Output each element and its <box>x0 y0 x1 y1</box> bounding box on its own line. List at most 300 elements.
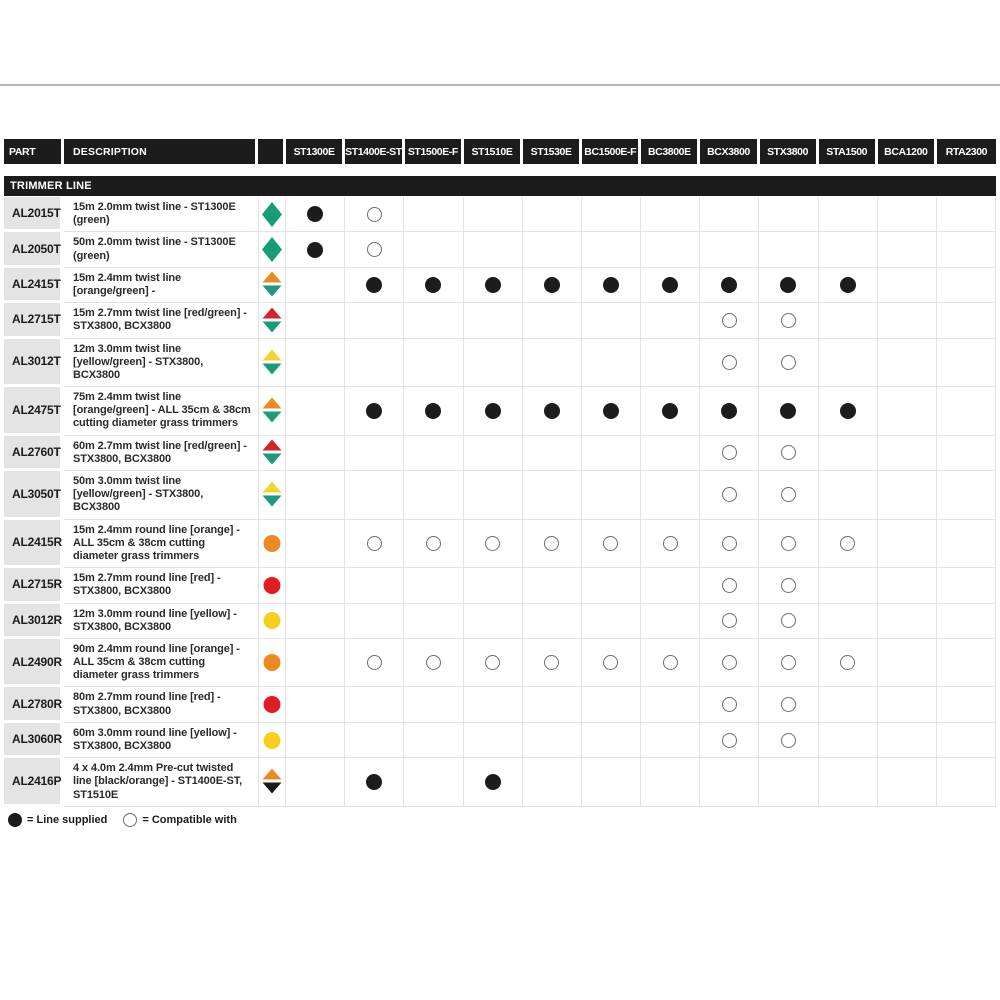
compatible-dot <box>840 655 855 670</box>
compat-cell-BCA1200 <box>878 268 937 303</box>
legend <box>8 813 237 827</box>
compat-cell-ST1530E <box>523 604 582 639</box>
compat-cell-STX3800 <box>759 303 818 338</box>
compat-cell-BC3800E <box>641 604 700 639</box>
icon-cell <box>258 520 286 569</box>
line-supplied-dot <box>425 403 441 419</box>
compat-cell-STX3800 <box>759 604 818 639</box>
compat-cell-BC1500E-F <box>582 303 641 338</box>
description-cell: 75m 2.4mm twist line [orange/green] - ALL 35cm & 38cm cutting diameter grass trimmers <box>64 387 258 436</box>
compat-cell-RTA2300 <box>937 687 996 722</box>
line-supplied-dot <box>307 206 323 222</box>
compat-cell-BC3800E <box>641 303 700 338</box>
compat-cell-BCA1200 <box>878 436 937 471</box>
part-cell: AL3012R <box>4 604 64 639</box>
compat-cell-BCA1200 <box>878 232 937 267</box>
compat-cell-ST1500E-F <box>404 604 463 639</box>
compatible-dot <box>781 578 796 593</box>
compat-cell-ST1510E <box>464 687 523 722</box>
icon-cell <box>258 758 286 807</box>
description-cell: 60m 2.7mm twist line [red/green] - STX3800, BCX3800 <box>64 436 258 471</box>
line-supplied-dot <box>662 277 678 293</box>
compat-cell-BC1500E-F <box>582 197 641 232</box>
table-body <box>4 197 996 807</box>
compat-cell-STA1500 <box>819 197 878 232</box>
compat-cell-STX3800 <box>759 436 818 471</box>
line-supplied-dot <box>485 774 501 790</box>
compat-cell-RTA2300 <box>937 723 996 758</box>
compat-cell-ST1400E-ST <box>345 339 404 388</box>
table-row-AL2050T <box>4 232 996 267</box>
part-cell: AL2490R <box>4 639 64 688</box>
compat-cell-BCX3800 <box>700 568 759 603</box>
compatible-dot <box>367 242 382 257</box>
compat-cell-BCX3800 <box>700 639 759 688</box>
compat-cell-BC3800E <box>641 232 700 267</box>
part-cell: AL3012T <box>4 339 64 388</box>
compat-cell-BCA1200 <box>878 687 937 722</box>
compat-cell-STX3800 <box>759 197 818 232</box>
line-supplied-dot <box>662 403 678 419</box>
column-header-BC3800E: BC3800E <box>641 139 700 164</box>
compat-cell-BCA1200 <box>878 303 937 338</box>
description-cell: 50m 2.0mm twist line - ST1300E (green) <box>64 232 258 267</box>
compat-cell-STX3800 <box>759 232 818 267</box>
line-supplied-dot <box>425 277 441 293</box>
table-row-AL3012T <box>4 339 996 388</box>
circle-icon <box>261 530 283 557</box>
compat-cell-ST1510E <box>464 303 523 338</box>
column-header-ST1510E: ST1510E <box>464 139 523 164</box>
compat-cell-BC1500E-F <box>582 436 641 471</box>
description-cell: 90m 2.4mm round line [orange] - ALL 35cm & 38cm cutting diameter grass trimmers <box>64 639 258 688</box>
compat-cell-RTA2300 <box>937 639 996 688</box>
compat-cell-ST1400E-ST <box>345 471 404 520</box>
compat-cell-ST1510E <box>464 604 523 639</box>
compat-cell-ST1530E <box>523 568 582 603</box>
compat-cell-BCX3800 <box>700 758 759 807</box>
compat-cell-BCA1200 <box>878 471 937 520</box>
compat-cell-BCX3800 <box>700 197 759 232</box>
icon-cell <box>258 197 286 232</box>
compat-cell-STA1500 <box>819 232 878 267</box>
compatible-dot <box>722 487 737 502</box>
icon-cell <box>258 303 286 338</box>
compatible-dot <box>663 536 678 551</box>
description-cell: 50m 3.0mm twist line [yellow/green] - STX3800, BCX3800 <box>64 471 258 520</box>
circle-icon <box>261 607 283 634</box>
compatibility-table <box>4 139 996 807</box>
compat-cell-ST1400E-ST <box>345 268 404 303</box>
compat-cell-ST1500E-F <box>404 268 463 303</box>
compat-cell-BCA1200 <box>878 520 937 569</box>
compat-cell-ST1500E-F <box>404 639 463 688</box>
compat-cell-BC3800E <box>641 758 700 807</box>
compatible-dot <box>781 536 796 551</box>
compat-cell-ST1530E <box>523 268 582 303</box>
split-diamond-icon <box>261 481 283 508</box>
compat-cell-ST1530E <box>523 758 582 807</box>
compatible-dot <box>603 536 618 551</box>
compat-cell-ST1400E-ST <box>345 723 404 758</box>
compat-cell-STA1500 <box>819 268 878 303</box>
compat-cell-ST1300E <box>286 471 345 520</box>
legend-item-compatible <box>123 813 236 827</box>
compat-cell-ST1400E-ST <box>345 604 404 639</box>
filled-dot-icon <box>8 813 22 827</box>
description-cell: 12m 3.0mm round line [yellow] - STX3800, BCX3800 <box>64 604 258 639</box>
compatible-dot <box>722 536 737 551</box>
compat-cell-RTA2300 <box>937 568 996 603</box>
compat-cell-ST1400E-ST <box>345 568 404 603</box>
compat-cell-ST1300E <box>286 387 345 436</box>
compat-cell-BC1500E-F <box>582 339 641 388</box>
compat-cell-STA1500 <box>819 639 878 688</box>
compat-cell-ST1500E-F <box>404 758 463 807</box>
compat-cell-ST1510E <box>464 520 523 569</box>
compat-cell-ST1530E <box>523 197 582 232</box>
compat-cell-STA1500 <box>819 758 878 807</box>
compat-cell-BC3800E <box>641 197 700 232</box>
compatible-dot <box>426 655 441 670</box>
table-row-AL2760T <box>4 436 996 471</box>
compatible-dot <box>722 613 737 628</box>
compat-cell-BCX3800 <box>700 232 759 267</box>
split-diamond-icon <box>261 349 283 376</box>
compat-cell-ST1510E <box>464 268 523 303</box>
compat-cell-RTA2300 <box>937 232 996 267</box>
icon-cell <box>258 436 286 471</box>
compat-cell-BC3800E <box>641 723 700 758</box>
part-cell: AL2475T <box>4 387 64 436</box>
compat-cell-ST1500E-F <box>404 723 463 758</box>
compatible-dot <box>603 655 618 670</box>
compat-cell-STX3800 <box>759 339 818 388</box>
compat-cell-STX3800 <box>759 758 818 807</box>
description-cell: 15m 2.0mm twist line - ST1300E (green) <box>64 197 258 232</box>
column-header-STA1500: STA1500 <box>819 139 878 164</box>
compat-cell-ST1530E <box>523 232 582 267</box>
compatible-dot <box>781 445 796 460</box>
column-header-BCX3800: BCX3800 <box>700 139 759 164</box>
compat-cell-BCA1200 <box>878 639 937 688</box>
compat-cell-ST1530E <box>523 387 582 436</box>
compat-cell-BCA1200 <box>878 758 937 807</box>
open-dot-icon <box>123 813 137 827</box>
compatible-dot <box>781 487 796 502</box>
compat-cell-BC1500E-F <box>582 687 641 722</box>
compatible-dot <box>722 355 737 370</box>
compat-cell-BCX3800 <box>700 687 759 722</box>
compat-cell-ST1510E <box>464 339 523 388</box>
compat-cell-ST1300E <box>286 568 345 603</box>
compat-cell-BCX3800 <box>700 268 759 303</box>
compat-cell-ST1400E-ST <box>345 639 404 688</box>
compat-cell-BC1500E-F <box>582 471 641 520</box>
compat-cell-STX3800 <box>759 639 818 688</box>
compat-cell-ST1500E-F <box>404 303 463 338</box>
compat-cell-ST1300E <box>286 639 345 688</box>
compat-cell-BC3800E <box>641 387 700 436</box>
description-cell: 60m 3.0mm round line [yellow] - STX3800, BCX3800 <box>64 723 258 758</box>
part-cell: AL2416P <box>4 758 64 807</box>
line-supplied-dot <box>544 277 560 293</box>
description-cell: 4 x 4.0m 2.4mm Pre-cut twisted line [black/orange] - ST1400E-ST, ST1510E <box>64 758 258 807</box>
icon-cell <box>258 639 286 688</box>
compatible-dot <box>722 445 737 460</box>
table-row-AL2780R <box>4 687 996 722</box>
compat-cell-BC3800E <box>641 268 700 303</box>
compat-cell-ST1530E <box>523 520 582 569</box>
table-row-AL2475T <box>4 387 996 436</box>
split-diamond-icon <box>261 768 283 795</box>
compatible-dot <box>722 697 737 712</box>
description-cell: 80m 2.7mm round line [red] - STX3800, BCX3800 <box>64 687 258 722</box>
icon-cell <box>258 568 286 603</box>
split-diamond-icon <box>261 307 283 334</box>
icon-cell <box>258 232 286 267</box>
column-header-RTA2300: RTA2300 <box>937 139 996 164</box>
header-row <box>4 139 996 164</box>
table-row-AL2415T <box>4 268 996 303</box>
icon-cell <box>258 387 286 436</box>
compat-cell-ST1500E-F <box>404 520 463 569</box>
split-diamond-icon <box>261 439 283 466</box>
compat-cell-BCX3800 <box>700 303 759 338</box>
compat-cell-ST1500E-F <box>404 471 463 520</box>
compat-cell-STX3800 <box>759 687 818 722</box>
circle-icon <box>261 649 283 676</box>
compat-cell-BC3800E <box>641 436 700 471</box>
legend-label-compatible: = Compatible with <box>142 814 237 826</box>
line-supplied-dot <box>721 403 737 419</box>
compatible-dot <box>781 355 796 370</box>
compat-cell-ST1500E-F <box>404 339 463 388</box>
compat-cell-BC1500E-F <box>582 232 641 267</box>
compat-cell-ST1500E-F <box>404 232 463 267</box>
compat-cell-ST1510E <box>464 197 523 232</box>
compat-cell-STA1500 <box>819 471 878 520</box>
compat-cell-ST1500E-F <box>404 197 463 232</box>
compat-cell-RTA2300 <box>937 387 996 436</box>
compat-cell-ST1400E-ST <box>345 758 404 807</box>
compat-cell-RTA2300 <box>937 268 996 303</box>
column-header-description: DESCRIPTION <box>64 139 258 164</box>
compat-cell-ST1510E <box>464 758 523 807</box>
compatible-dot <box>544 536 559 551</box>
compat-cell-BCX3800 <box>700 339 759 388</box>
description-cell: 15m 2.7mm round line [red] - STX3800, BCX3800 <box>64 568 258 603</box>
compat-cell-ST1300E <box>286 604 345 639</box>
column-header-ST1400E-ST: ST1400E-ST <box>345 139 405 164</box>
compat-cell-BCX3800 <box>700 520 759 569</box>
column-header-BC1500E-F: BC1500E-F <box>582 139 641 164</box>
description-cell: 12m 3.0mm twist line [yellow/green] - STX3800, BCX3800 <box>64 339 258 388</box>
compatible-dot <box>485 655 500 670</box>
part-cell: AL2015T <box>4 197 64 232</box>
compat-cell-BC1500E-F <box>582 604 641 639</box>
legend-label-line-supplied: = Line supplied <box>27 814 108 826</box>
compat-cell-ST1510E <box>464 568 523 603</box>
table-row-AL2715R <box>4 568 996 603</box>
compat-cell-ST1300E <box>286 268 345 303</box>
compat-cell-RTA2300 <box>937 471 996 520</box>
compat-cell-STA1500 <box>819 723 878 758</box>
compatible-dot <box>722 578 737 593</box>
compat-cell-STA1500 <box>819 520 878 569</box>
compat-cell-ST1400E-ST <box>345 436 404 471</box>
compat-cell-ST1300E <box>286 232 345 267</box>
compat-cell-STA1500 <box>819 303 878 338</box>
diamond-icon <box>261 236 283 263</box>
compat-cell-STX3800 <box>759 520 818 569</box>
icon-cell <box>258 604 286 639</box>
compat-cell-ST1500E-F <box>404 436 463 471</box>
compatible-dot <box>722 313 737 328</box>
table-row-AL2416P <box>4 758 996 807</box>
compat-cell-BCA1200 <box>878 387 937 436</box>
compat-cell-BC3800E <box>641 687 700 722</box>
part-cell: AL2780R <box>4 687 64 722</box>
compat-cell-STA1500 <box>819 687 878 722</box>
compat-cell-BC1500E-F <box>582 387 641 436</box>
circle-icon <box>261 572 283 599</box>
compat-cell-STA1500 <box>819 604 878 639</box>
compat-cell-BC1500E-F <box>582 758 641 807</box>
compat-cell-BC1500E-F <box>582 568 641 603</box>
compat-cell-BCA1200 <box>878 568 937 603</box>
compat-cell-ST1510E <box>464 387 523 436</box>
description-cell: 15m 2.4mm twist line [orange/green] - <box>64 268 258 303</box>
part-cell: AL2415T <box>4 268 64 303</box>
compatible-dot <box>426 536 441 551</box>
line-supplied-dot <box>366 774 382 790</box>
line-supplied-dot <box>721 277 737 293</box>
compat-cell-ST1400E-ST <box>345 197 404 232</box>
compat-cell-BC1500E-F <box>582 268 641 303</box>
compat-cell-BCX3800 <box>700 604 759 639</box>
compat-cell-BCX3800 <box>700 436 759 471</box>
compat-cell-RTA2300 <box>937 520 996 569</box>
section-bar: TRIMMER LINE <box>4 176 996 196</box>
compat-cell-STX3800 <box>759 723 818 758</box>
compat-cell-ST1300E <box>286 339 345 388</box>
compat-cell-BC3800E <box>641 471 700 520</box>
compatible-dot <box>544 655 559 670</box>
split-diamond-icon <box>261 397 283 424</box>
icon-cell <box>258 339 286 388</box>
compat-cell-RTA2300 <box>937 197 996 232</box>
line-supplied-dot <box>544 403 560 419</box>
table-row-AL2015T <box>4 197 996 232</box>
compat-cell-ST1300E <box>286 758 345 807</box>
line-supplied-dot <box>780 277 796 293</box>
compatible-dot <box>781 613 796 628</box>
compat-cell-ST1530E <box>523 687 582 722</box>
compat-cell-ST1400E-ST <box>345 520 404 569</box>
compat-cell-BC3800E <box>641 568 700 603</box>
compat-cell-BC1500E-F <box>582 723 641 758</box>
line-supplied-dot <box>366 403 382 419</box>
compat-cell-STA1500 <box>819 568 878 603</box>
part-cell: AL3050T <box>4 471 64 520</box>
compat-cell-ST1400E-ST <box>345 232 404 267</box>
table-row-AL2490R <box>4 639 996 688</box>
part-cell: AL2050T <box>4 232 64 267</box>
column-header-STX3800: STX3800 <box>760 139 819 164</box>
table-row-AL3060R <box>4 723 996 758</box>
compat-cell-BCA1200 <box>878 197 937 232</box>
compatible-dot <box>722 733 737 748</box>
part-cell: AL2415R <box>4 520 64 569</box>
table-row-AL3050T <box>4 471 996 520</box>
compatible-dot <box>840 536 855 551</box>
circle-icon <box>261 727 283 754</box>
compat-cell-ST1510E <box>464 471 523 520</box>
column-header-icon-spacer <box>258 139 286 164</box>
table-row-AL2715T <box>4 303 996 338</box>
compat-cell-ST1400E-ST <box>345 303 404 338</box>
compatible-dot <box>367 655 382 670</box>
compat-cell-ST1530E <box>523 303 582 338</box>
compat-cell-RTA2300 <box>937 436 996 471</box>
compat-cell-ST1300E <box>286 197 345 232</box>
compat-cell-STX3800 <box>759 471 818 520</box>
compat-cell-ST1400E-ST <box>345 387 404 436</box>
column-header-ST1530E: ST1530E <box>523 139 582 164</box>
compatible-dot <box>722 655 737 670</box>
part-cell: AL2715T <box>4 303 64 338</box>
compat-cell-STX3800 <box>759 387 818 436</box>
compat-cell-BC3800E <box>641 639 700 688</box>
column-header-ST1500E-F: ST1500E-F <box>405 139 464 164</box>
compat-cell-BCA1200 <box>878 339 937 388</box>
compat-cell-ST1300E <box>286 436 345 471</box>
compat-cell-ST1300E <box>286 520 345 569</box>
column-header-part: PART <box>4 139 64 164</box>
compatible-dot <box>781 655 796 670</box>
compat-cell-RTA2300 <box>937 604 996 639</box>
compat-cell-BCX3800 <box>700 387 759 436</box>
compat-cell-ST1530E <box>523 723 582 758</box>
compat-cell-ST1510E <box>464 232 523 267</box>
description-cell: 15m 2.4mm round line [orange] - ALL 35cm & 38cm cutting diameter grass trimmers <box>64 520 258 569</box>
compat-cell-ST1300E <box>286 303 345 338</box>
compat-cell-ST1400E-ST <box>345 687 404 722</box>
compatible-dot <box>367 207 382 222</box>
line-supplied-dot <box>840 403 856 419</box>
line-supplied-dot <box>603 403 619 419</box>
compat-cell-ST1300E <box>286 687 345 722</box>
icon-cell <box>258 723 286 758</box>
table-row-AL3012R <box>4 604 996 639</box>
part-cell: AL2715R <box>4 568 64 603</box>
circle-icon <box>261 691 283 718</box>
compat-cell-RTA2300 <box>937 339 996 388</box>
compat-cell-ST1530E <box>523 471 582 520</box>
compatible-dot <box>781 697 796 712</box>
compat-cell-BC3800E <box>641 339 700 388</box>
compatible-dot <box>663 655 678 670</box>
part-cell: AL3060R <box>4 723 64 758</box>
compat-cell-ST1500E-F <box>404 387 463 436</box>
line-supplied-dot <box>603 277 619 293</box>
diamond-icon <box>261 201 283 228</box>
legend-item-line-supplied <box>8 813 107 827</box>
line-supplied-dot <box>485 403 501 419</box>
icon-cell <box>258 687 286 722</box>
compat-cell-ST1510E <box>464 436 523 471</box>
